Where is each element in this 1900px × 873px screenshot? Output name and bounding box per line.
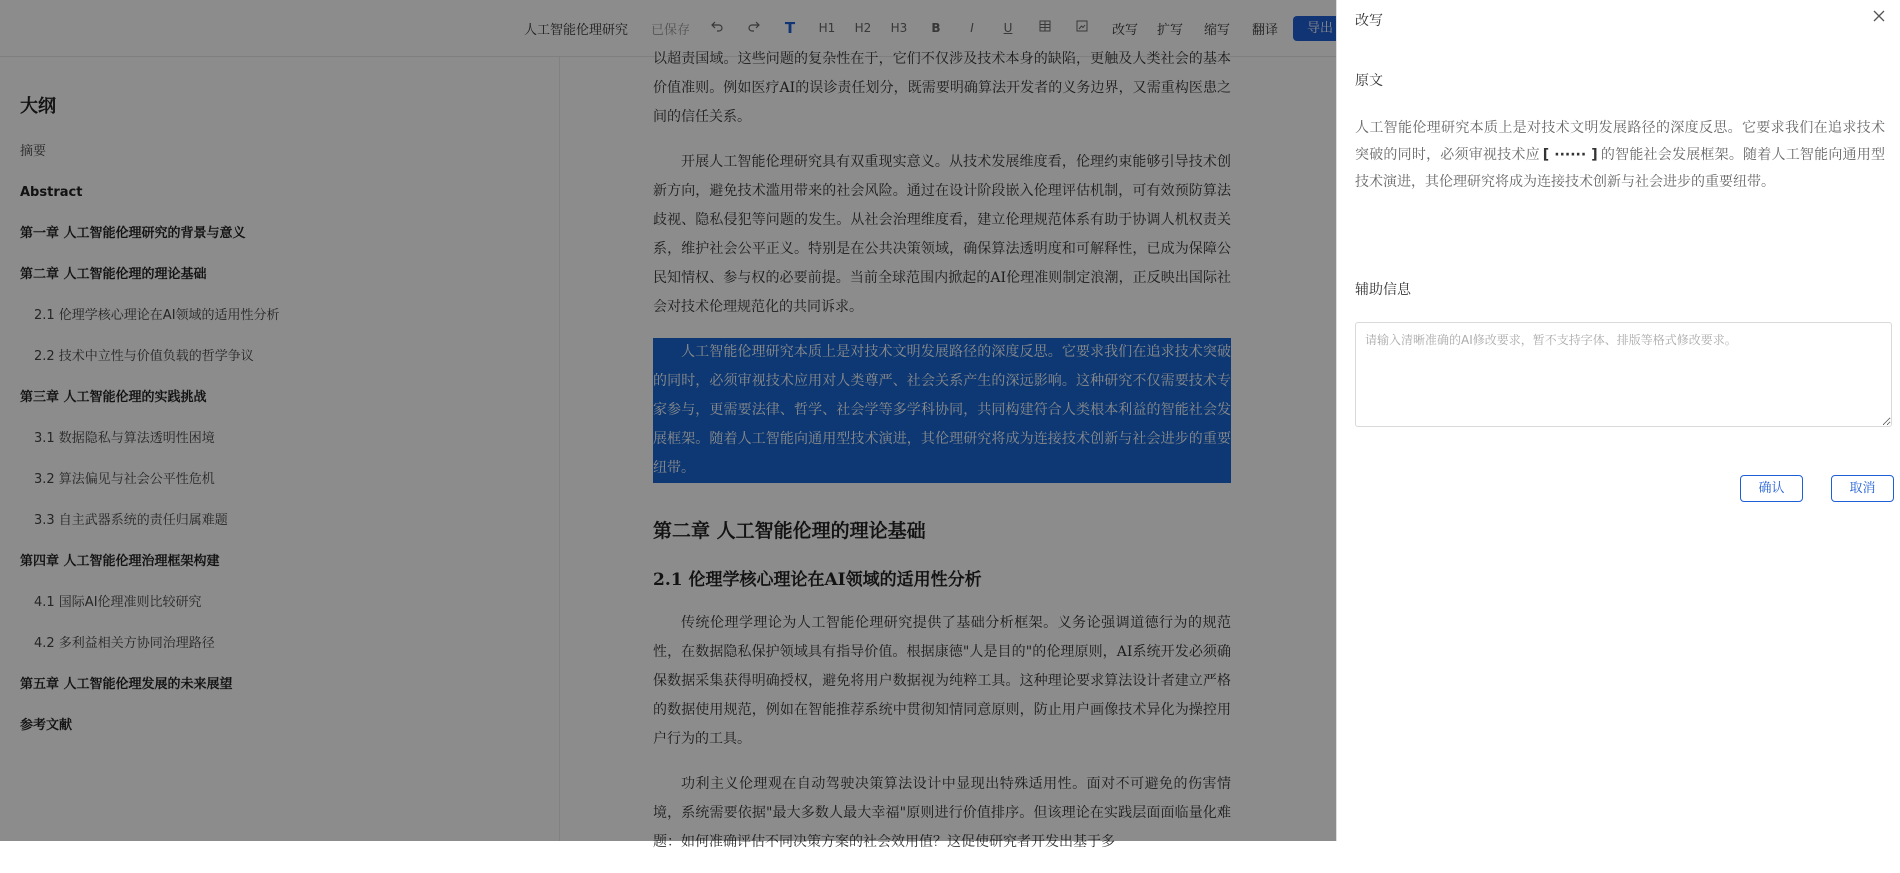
rewrite-button[interactable]: 改写: [1112, 23, 1139, 38]
outline-item[interactable]: 第五章 人工智能伦理发展的未来展望: [20, 677, 233, 692]
original-ellipsis: [ ······ ]: [1542, 147, 1598, 163]
outline-title: 大纲: [20, 96, 56, 117]
italic-button[interactable]: I: [970, 21, 974, 35]
document-paragraph[interactable]: 开展人工智能伦理研究具有双重现实意义。从技术发展维度看，伦理约束能够引导技术创新方向，避免技术滥用带来的社会风险。通过在设计阶段嵌入伦理评估机制，可有效预防算法歧视、隐私侵犯等问题的发生。从社会治理维度看，建立伦理规范体系有助于协调人机权责关系，维护社会公平正义。特别是在公共决策领域，确保算法透明度和可解释性，已成为保障公民知情权、参与权的必要前提。当前全球范围内掀起的AI伦理准则制定浪潮，正反映出国际社会对技术伦理规范化的共同诉求。: [653, 154, 1231, 315]
outline-item[interactable]: 参考文献: [20, 718, 73, 733]
underline-button[interactable]: U: [1003, 21, 1013, 35]
outline-item[interactable]: 第一章 人工智能伦理研究的背景与意义: [20, 226, 246, 241]
expand-button[interactable]: 扩写: [1157, 23, 1184, 38]
outline-item[interactable]: 第四章 人工智能伦理治理框架构建: [20, 554, 220, 569]
export-button[interactable]: 导出: [1293, 16, 1353, 41]
original-text-part1: 人工智能伦理研究本质上是对技术文明发展路径的深度反思。它要求我们在追求技术突破的同时，必须审视技术应: [1355, 120, 1885, 163]
outline-item[interactable]: 2.2 技术中立性与价值负载的哲学争议: [34, 349, 254, 364]
section-heading[interactable]: 2.1 伦理学核心理论在AI领域的适用性分析: [653, 570, 982, 590]
rewrite-panel: [1336, 0, 1900, 841]
close-icon[interactable]: [1869, 8, 1889, 28]
outline-item[interactable]: 摘要: [20, 144, 47, 159]
outline-item[interactable]: 3.2 算法偏见与社会公平性危机: [34, 472, 215, 487]
save-status: 已保存: [651, 23, 691, 38]
assist-info-input[interactable]: [1355, 322, 1892, 427]
translate-button[interactable]: 翻译: [1252, 23, 1279, 38]
outline-item[interactable]: 第三章 人工智能伦理的实践挑战: [20, 390, 207, 405]
outline-item[interactable]: 3.1 数据隐私与算法透明性困境: [34, 431, 215, 446]
original-text: [1355, 115, 1885, 196]
confirm-button[interactable]: 确认: [1740, 475, 1803, 502]
heading1-button[interactable]: H1: [818, 21, 836, 35]
heading3-button[interactable]: H3: [890, 21, 908, 35]
document-paragraph[interactable]: 功利主义伦理观在自动驾驶决策算法设计中显现出特殊适用性。面对不可避免的伤害情境，系统需要依据"最大多数人最大幸福"原则进行价值排序。但该理论在实践层面面临量化难题：如何准确评估不同决策方案的社会效用值？这促使研究者开发出基于多: [653, 776, 1231, 850]
bold-button[interactable]: B: [931, 21, 941, 35]
cancel-button[interactable]: 取消: [1831, 475, 1894, 502]
outline-item[interactable]: 3.3 自主武器系统的责任归属难题: [34, 513, 228, 528]
document-title[interactable]: 人工智能伦理研究: [524, 23, 629, 38]
outline-item[interactable]: 4.1 国际AI伦理准则比较研究: [34, 595, 202, 610]
document-paragraph[interactable]: 以超责国域。这些问题的复杂性在于，它们不仅涉及技术本身的缺陷，更触及人类社会的基本价值准则。例如医疗AI的误诊责任划分，既需要明确算法开发者的义务边界，又需重构医患之间的信任关系。: [653, 51, 1231, 125]
outline-item[interactable]: 第二章 人工智能伦理的理论基础: [20, 267, 207, 282]
text-format-icon[interactable]: T: [784, 19, 796, 37]
shorten-button[interactable]: 缩写: [1204, 23, 1231, 38]
heading2-button[interactable]: H2: [854, 21, 872, 35]
document-paragraph[interactable]: 传统伦理学理论为人工智能伦理研究提供了基础分析框架。义务论强调道德行为的规范性，在数据隐私保护领域具有指导价值。根据康德"人是目的"的伦理原则，AI系统开发必须确保数据采集获得明确授权，避免将用户数据视为纯粹工具。这种理论要求算法设计者建立严格的数据使用规范，例如在智能推荐系统中贯彻知情同意原则，防止用户画像技术异化为操控用户行为的工具。: [653, 615, 1231, 747]
panel-title: 改写: [1355, 13, 1383, 29]
assist-label: 辅助信息: [1355, 282, 1411, 298]
chapter-heading[interactable]: 第二章 人工智能伦理的理论基础: [653, 520, 926, 542]
original-label: 原文: [1355, 73, 1383, 89]
outline-item[interactable]: Abstract: [20, 185, 83, 200]
selected-paragraph[interactable]: 人工智能伦理研究本质上是对技术文明发展路径的深度反思。它要求我们在追求技术突破的同时，必须审视技术应用对人类尊严、社会关系产生的深远影响。这种研究不仅需要技术专家参与，更需要法律、哲学、社会学等多学科协同，共同构建符合人类根本利益的智能社会发展框架。随着人工智能向通用型技术演进，其伦理研究将成为连接技术创新与社会进步的重要纽带。: [653, 338, 1231, 483]
outline-item[interactable]: 4.2 多利益相关方协同治理路径: [34, 636, 215, 651]
original-text-part2: 的智能社会发展框架。随着人工智能向通用型技术演进，其伦理研究将成为连接技术创新与社会进步的重要纽带。: [1355, 147, 1885, 190]
outline-item[interactable]: 2.1 伦理学核心理论在AI领域的适用性分析: [34, 308, 280, 323]
